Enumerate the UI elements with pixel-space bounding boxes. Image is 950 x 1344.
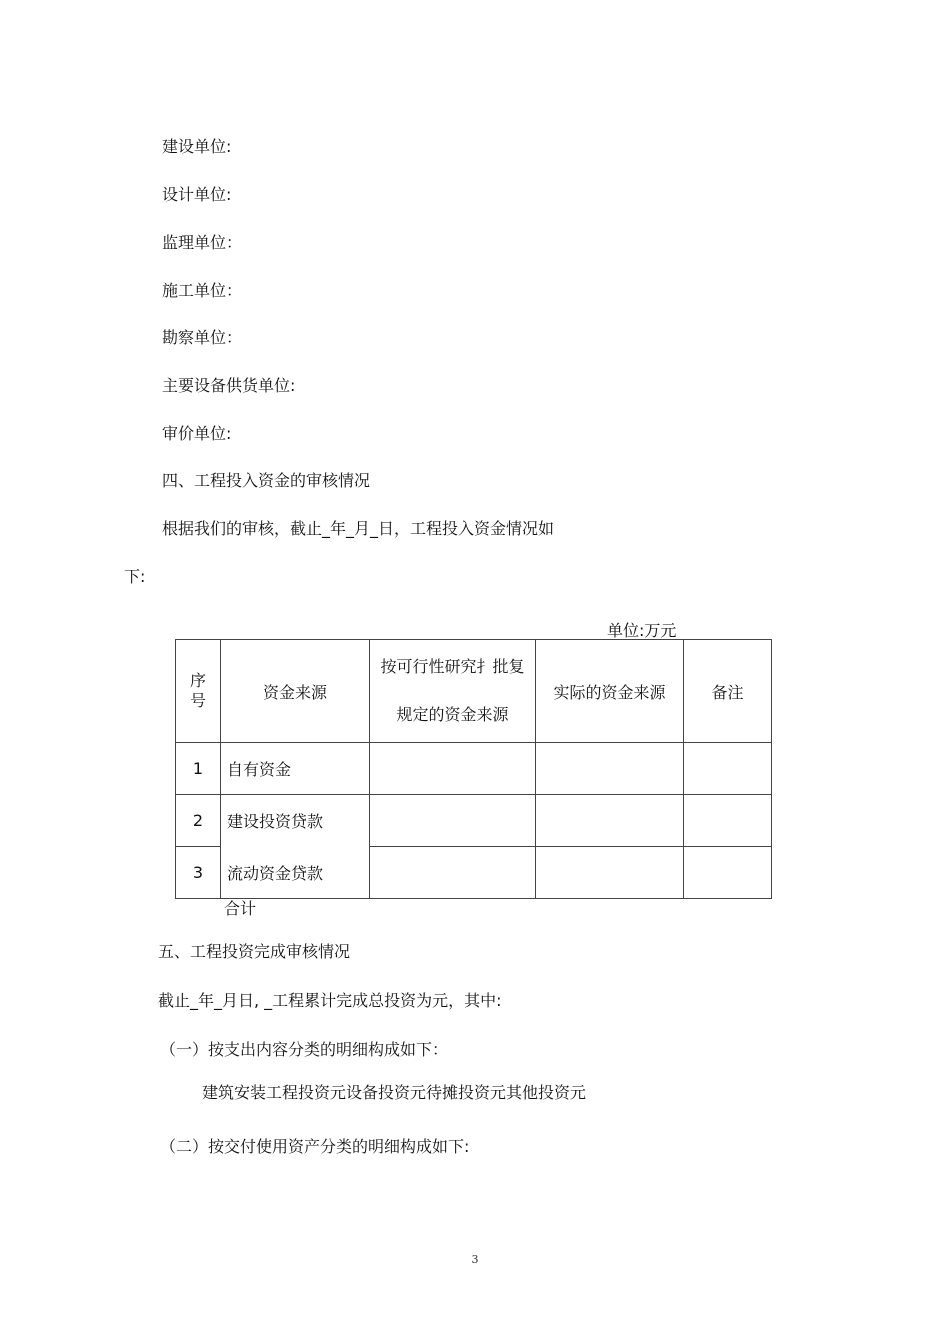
- row-note-cell: [684, 847, 772, 899]
- row-source: 自有资金: [221, 743, 370, 795]
- unit-audit-price: 审价单位:: [162, 424, 232, 443]
- table-header-row: [176, 640, 772, 743]
- total-label: 合计: [224, 899, 257, 918]
- row-no: 3: [176, 847, 221, 899]
- header-plan-line1: 按可行性研究扌批复: [380, 657, 525, 676]
- unit-label: 单位:万元: [607, 621, 677, 640]
- row-note-cell: [684, 743, 772, 795]
- section4-para-line2: 下:: [124, 567, 146, 586]
- fund-source-table: [175, 639, 772, 899]
- section5-sub2: （二）按交付使用资产分类的明细构成如下:: [160, 1137, 470, 1156]
- section5-sub1-detail: 建筑安装工程投资元设备投资元待摊投资元其他投资元: [202, 1083, 587, 1102]
- page-number: 3: [471, 1253, 479, 1266]
- row-no: 2: [176, 795, 221, 847]
- section5-para: 截止_年_月日, _工程累计完成总投资为元，其中:: [158, 991, 502, 1010]
- unit-survey: 勘察单位：: [162, 328, 243, 347]
- unit-equipment: 主要设备供货单位:: [162, 376, 296, 395]
- table-row: [176, 743, 772, 795]
- header-plan-source: [370, 640, 536, 743]
- header-source: 资金来源: [221, 640, 370, 743]
- unit-construction: 建设单位:: [162, 137, 232, 156]
- table-row: [176, 847, 772, 899]
- row-plan-cell: [370, 743, 536, 795]
- row-no: 1: [176, 743, 221, 795]
- section4-heading: 四、工程投入资金的审核情况: [162, 471, 371, 490]
- section4-para-line1: 根据我们的审核，截止_年_月_日，工程投入资金情况如: [162, 519, 555, 538]
- row-source: 流动资金贷款: [221, 847, 370, 899]
- table-row: [176, 795, 772, 847]
- row-plan-cell: [370, 795, 536, 847]
- row-actual-cell: [536, 795, 684, 847]
- row-plan-cell: [370, 847, 536, 899]
- unit-supervision: 监理单位：: [162, 233, 243, 252]
- header-actual-source: 实际的资金来源: [536, 640, 684, 743]
- header-note: 备注: [684, 640, 772, 743]
- section5-heading: 五、工程投资完成审核情况: [158, 942, 351, 961]
- header-plan-line2: 规定的资金来源: [396, 705, 509, 724]
- unit-builder: 施工单位：: [162, 281, 243, 300]
- unit-design: 设计单位:: [162, 185, 232, 204]
- row-source: 建设投资贷款: [221, 795, 370, 847]
- row-actual-cell: [536, 847, 684, 899]
- header-no: 序号: [176, 640, 221, 743]
- row-actual-cell: [536, 743, 684, 795]
- section5-sub1: （一）按支出内容分类的明细构成如下：: [160, 1040, 449, 1059]
- row-note-cell: [684, 795, 772, 847]
